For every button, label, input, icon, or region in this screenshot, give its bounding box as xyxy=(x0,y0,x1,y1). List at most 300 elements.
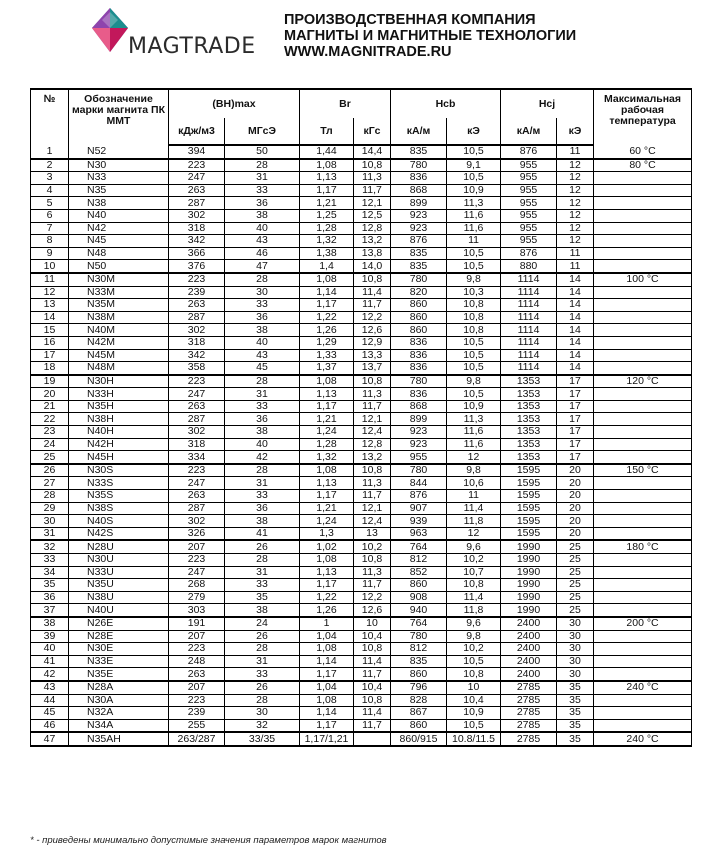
cell-hcj-ka: 1114 xyxy=(501,349,557,362)
cell-max-temp: 100 °C xyxy=(594,273,692,286)
table-row xyxy=(31,566,692,579)
cell-br-kgs: 11,3 xyxy=(354,172,391,185)
cell-max-temp xyxy=(594,694,692,707)
cell-br-kgs: 10,8 xyxy=(354,554,391,567)
table-row xyxy=(31,311,692,324)
cell-row-number: 29 xyxy=(31,502,69,515)
cell-bh-kj: 223 xyxy=(169,464,225,477)
cell-grade: N33 xyxy=(69,172,169,185)
table-row xyxy=(31,159,692,172)
cell-hcb-ka: 852 xyxy=(391,566,447,579)
cell-row-number: 24 xyxy=(31,438,69,451)
cell-br-kgs: 11,7 xyxy=(354,400,391,413)
cell-hcb-koe: 10,8 xyxy=(447,579,501,592)
table-row xyxy=(31,540,692,553)
cell-hcb-koe: 10.8/11.5 xyxy=(447,732,501,746)
table-row xyxy=(31,400,692,413)
cell-hcb-koe: 10,4 xyxy=(447,694,501,707)
cell-hcb-ka: 907 xyxy=(391,502,447,515)
cell-grade: N35U xyxy=(69,579,169,592)
cell-bh-mgoe: 30 xyxy=(225,707,300,720)
cell-hcb-ka: 780 xyxy=(391,273,447,286)
cell-br-kgs: 13,3 xyxy=(354,349,391,362)
cell-bh-kj: 318 xyxy=(169,336,225,349)
cell-bh-kj: 223 xyxy=(169,375,225,388)
cell-br-t: 1,25 xyxy=(300,209,354,222)
cell-bh-mgoe: 33 xyxy=(225,668,300,681)
cell-bh-kj: 318 xyxy=(169,438,225,451)
cell-bh-mgoe: 30 xyxy=(225,286,300,299)
cell-bh-kj: 223 xyxy=(169,694,225,707)
cell-hcj-ka: 1595 xyxy=(501,515,557,528)
cell-grade: N30U xyxy=(69,554,169,567)
cell-br-kgs: 14,4 xyxy=(354,145,391,159)
cell-bh-mgoe: 28 xyxy=(225,554,300,567)
cell-bh-mgoe: 33/35 xyxy=(225,732,300,746)
cell-hcj-ka: 1114 xyxy=(501,336,557,349)
header-hcj: Hcj xyxy=(501,89,594,118)
cell-max-temp xyxy=(594,286,692,299)
cell-row-number: 2 xyxy=(31,159,69,172)
cell-br-t: 1,02 xyxy=(300,540,354,553)
table-row xyxy=(31,286,692,299)
cell-hcj-koe: 11 xyxy=(557,260,594,273)
cell-hcj-koe: 20 xyxy=(557,477,594,490)
cell-br-t: 1,04 xyxy=(300,630,354,643)
cell-hcj-koe: 30 xyxy=(557,668,594,681)
cell-hcj-ka: 876 xyxy=(501,145,557,159)
cell-hcj-ka: 955 xyxy=(501,235,557,248)
cell-bh-mgoe: 36 xyxy=(225,311,300,324)
cell-bh-mgoe: 40 xyxy=(225,336,300,349)
cell-hcj-koe: 25 xyxy=(557,554,594,567)
cell-bh-kj: 268 xyxy=(169,579,225,592)
cell-hcj-koe: 30 xyxy=(557,630,594,643)
table-row xyxy=(31,172,692,185)
cell-row-number: 4 xyxy=(31,184,69,197)
cell-hcj-koe: 12 xyxy=(557,209,594,222)
cell-max-temp: 180 °C xyxy=(594,540,692,553)
cell-row-number: 25 xyxy=(31,451,69,464)
cell-bh-mgoe: 35 xyxy=(225,591,300,604)
cell-hcj-ka: 2400 xyxy=(501,655,557,668)
cell-row-number: 23 xyxy=(31,426,69,439)
cell-hcb-ka: 876 xyxy=(391,235,447,248)
table-row xyxy=(31,604,692,617)
unit-br-t: Тл xyxy=(300,118,354,145)
company-website[interactable]: WWW.MAGNITRADE.RU xyxy=(284,44,452,60)
cell-bh-kj: 239 xyxy=(169,286,225,299)
cell-hcb-ka: 764 xyxy=(391,617,447,630)
cell-grade: N52 xyxy=(69,145,169,159)
cell-hcb-koe: 10,7 xyxy=(447,566,501,579)
cell-row-number: 30 xyxy=(31,515,69,528)
cell-br-t: 1,21 xyxy=(300,197,354,210)
cell-hcj-koe: 14 xyxy=(557,349,594,362)
cell-max-temp xyxy=(594,209,692,222)
cell-max-temp xyxy=(594,719,692,732)
cell-bh-mgoe: 43 xyxy=(225,235,300,248)
cell-hcb-koe: 10,5 xyxy=(447,247,501,260)
cell-hcb-ka: 868 xyxy=(391,400,447,413)
cell-br-t: 1,33 xyxy=(300,349,354,362)
cell-hcb-koe: 11,8 xyxy=(447,604,501,617)
cell-grade: N30M xyxy=(69,273,169,286)
cell-row-number: 36 xyxy=(31,591,69,604)
cell-br-t: 1,37 xyxy=(300,362,354,375)
cell-hcb-koe: 11,8 xyxy=(447,515,501,528)
cell-grade: N40M xyxy=(69,324,169,337)
cell-row-number: 16 xyxy=(31,336,69,349)
cell-br-t: 1,08 xyxy=(300,273,354,286)
cell-br-t: 1,17 xyxy=(300,579,354,592)
cell-max-temp xyxy=(594,222,692,235)
magnet-grades-table xyxy=(30,88,692,747)
table-row xyxy=(31,247,692,260)
cell-max-temp xyxy=(594,566,692,579)
cell-hcb-ka: 764 xyxy=(391,540,447,553)
table-row xyxy=(31,209,692,222)
cell-hcb-koe: 11,6 xyxy=(447,222,501,235)
cell-br-t: 1,4 xyxy=(300,260,354,273)
cell-hcb-ka: 835 xyxy=(391,260,447,273)
cell-hcj-koe: 20 xyxy=(557,515,594,528)
table-row xyxy=(31,732,692,746)
cell-hcj-ka: 1353 xyxy=(501,451,557,464)
cell-max-temp xyxy=(594,197,692,210)
cell-hcb-ka: 923 xyxy=(391,426,447,439)
cell-hcj-ka: 2785 xyxy=(501,707,557,720)
cell-max-temp xyxy=(594,451,692,464)
table-row xyxy=(31,655,692,668)
cell-max-temp xyxy=(594,299,692,312)
cell-bh-mgoe: 38 xyxy=(225,209,300,222)
cell-bh-mgoe: 31 xyxy=(225,388,300,401)
cell-bh-kj: 263 xyxy=(169,668,225,681)
cell-hcj-koe: 12 xyxy=(557,172,594,185)
cell-hcb-ka: 828 xyxy=(391,694,447,707)
cell-br-t: 1,08 xyxy=(300,464,354,477)
cell-grade: N28E xyxy=(69,630,169,643)
cell-br-t: 1,21 xyxy=(300,413,354,426)
cell-hcb-koe: 10,5 xyxy=(447,349,501,362)
cell-max-temp xyxy=(594,527,692,540)
cell-br-t: 1,29 xyxy=(300,336,354,349)
cell-bh-kj: 302 xyxy=(169,515,225,528)
logo-icon xyxy=(88,6,132,54)
cell-hcj-ka: 1353 xyxy=(501,426,557,439)
table-row xyxy=(31,451,692,464)
table-row xyxy=(31,719,692,732)
table-row xyxy=(31,324,692,337)
cell-br-t: 1,32 xyxy=(300,451,354,464)
cell-hcb-ka: 835 xyxy=(391,247,447,260)
cell-hcj-ka: 1353 xyxy=(501,438,557,451)
cell-hcj-ka: 1595 xyxy=(501,464,557,477)
cell-max-temp: 80 °C xyxy=(594,159,692,172)
cell-grade: N33E xyxy=(69,655,169,668)
cell-hcj-koe: 25 xyxy=(557,579,594,592)
cell-bh-kj: 263 xyxy=(169,299,225,312)
cell-hcb-ka: 860 xyxy=(391,719,447,732)
cell-br-t: 1,22 xyxy=(300,591,354,604)
cell-row-number: 21 xyxy=(31,400,69,413)
cell-br-t: 1,13 xyxy=(300,172,354,185)
cell-hcj-ka: 1353 xyxy=(501,413,557,426)
cell-bh-kj: 248 xyxy=(169,655,225,668)
cell-br-t: 1,13 xyxy=(300,388,354,401)
cell-row-number: 40 xyxy=(31,643,69,656)
cell-bh-mgoe: 28 xyxy=(225,273,300,286)
cell-hcj-ka: 880 xyxy=(501,260,557,273)
cell-max-temp xyxy=(594,554,692,567)
table-row xyxy=(31,579,692,592)
cell-hcb-koe: 11,6 xyxy=(447,426,501,439)
table-row xyxy=(31,336,692,349)
cell-hcb-ka: 780 xyxy=(391,630,447,643)
footnote: * - приведены минимально допустимые значения параметров марок магнитов xyxy=(30,835,387,846)
cell-br-kgs: 12,8 xyxy=(354,438,391,451)
cell-max-temp xyxy=(594,490,692,503)
cell-bh-mgoe: 45 xyxy=(225,362,300,375)
cell-grade: N38 xyxy=(69,197,169,210)
cell-hcb-koe: 10,5 xyxy=(447,336,501,349)
cell-row-number: 8 xyxy=(31,235,69,248)
cell-br-kgs: 13 xyxy=(354,527,391,540)
cell-row-number: 35 xyxy=(31,579,69,592)
header-number: № xyxy=(31,89,69,145)
cell-bh-mgoe: 28 xyxy=(225,159,300,172)
cell-bh-kj: 342 xyxy=(169,349,225,362)
cell-hcb-koe: 12 xyxy=(447,451,501,464)
cell-row-number: 5 xyxy=(31,197,69,210)
table-row xyxy=(31,502,692,515)
cell-bh-kj: 223 xyxy=(169,554,225,567)
cell-grade: N35E xyxy=(69,668,169,681)
cell-hcb-koe: 12 xyxy=(447,527,501,540)
cell-hcj-ka: 2400 xyxy=(501,617,557,630)
cell-hcb-ka: 860 xyxy=(391,579,447,592)
cell-bh-mgoe: 28 xyxy=(225,643,300,656)
cell-hcb-ka: 796 xyxy=(391,681,447,694)
cell-grade: N34A xyxy=(69,719,169,732)
table-row xyxy=(31,668,692,681)
cell-hcj-ka: 2785 xyxy=(501,732,557,746)
table-row xyxy=(31,554,692,567)
cell-hcb-ka: 899 xyxy=(391,413,447,426)
cell-bh-kj: 247 xyxy=(169,566,225,579)
cell-hcj-ka: 955 xyxy=(501,159,557,172)
cell-hcb-koe: 9,8 xyxy=(447,630,501,643)
cell-bh-mgoe: 42 xyxy=(225,451,300,464)
cell-bh-kj: 263/287 xyxy=(169,732,225,746)
cell-hcj-koe: 14 xyxy=(557,273,594,286)
cell-max-temp xyxy=(594,477,692,490)
cell-hcb-ka: 780 xyxy=(391,159,447,172)
cell-hcj-koe: 17 xyxy=(557,451,594,464)
cell-hcb-koe: 10,5 xyxy=(447,388,501,401)
cell-row-number: 1 xyxy=(31,145,69,159)
cell-bh-kj: 302 xyxy=(169,324,225,337)
cell-max-temp xyxy=(594,655,692,668)
cell-hcb-koe: 10,2 xyxy=(447,554,501,567)
cell-br-kgs: 10,4 xyxy=(354,681,391,694)
cell-br-kgs: 11,7 xyxy=(354,719,391,732)
unit-br-kgs: кГс xyxy=(354,118,391,145)
cell-hcb-ka: 860 xyxy=(391,324,447,337)
cell-br-kgs: 12,6 xyxy=(354,324,391,337)
cell-br-t: 1,44 xyxy=(300,145,354,159)
cell-br-kgs: 11,7 xyxy=(354,579,391,592)
cell-br-t: 1,17 xyxy=(300,400,354,413)
cell-br-kgs: 10 xyxy=(354,617,391,630)
cell-br-kgs: 11,4 xyxy=(354,655,391,668)
cell-bh-kj: 223 xyxy=(169,273,225,286)
cell-bh-mgoe: 47 xyxy=(225,260,300,273)
cell-max-temp xyxy=(594,707,692,720)
cell-hcb-ka: 955 xyxy=(391,451,447,464)
cell-hcj-koe: 25 xyxy=(557,591,594,604)
cell-hcj-koe: 17 xyxy=(557,413,594,426)
cell-max-temp: 120 °C xyxy=(594,375,692,388)
cell-hcb-koe: 10,5 xyxy=(447,719,501,732)
cell-row-number: 37 xyxy=(31,604,69,617)
cell-bh-mgoe: 36 xyxy=(225,502,300,515)
cell-hcb-ka: 860 xyxy=(391,299,447,312)
cell-row-number: 26 xyxy=(31,464,69,477)
cell-hcj-ka: 1353 xyxy=(501,400,557,413)
cell-hcb-koe: 10,5 xyxy=(447,655,501,668)
cell-row-number: 38 xyxy=(31,617,69,630)
cell-max-temp xyxy=(594,438,692,451)
cell-row-number: 12 xyxy=(31,286,69,299)
company-logo xyxy=(88,6,268,62)
cell-grade: N28U xyxy=(69,540,169,553)
cell-max-temp xyxy=(594,184,692,197)
logo-wordmark: MAGTRADE xyxy=(128,34,256,59)
cell-hcj-ka: 2785 xyxy=(501,719,557,732)
cell-max-temp xyxy=(594,324,692,337)
cell-hcj-ka: 955 xyxy=(501,172,557,185)
cell-hcj-ka: 1595 xyxy=(501,502,557,515)
cell-hcj-ka: 1353 xyxy=(501,388,557,401)
cell-bh-mgoe: 33 xyxy=(225,184,300,197)
cell-row-number: 46 xyxy=(31,719,69,732)
cell-hcj-ka: 1114 xyxy=(501,324,557,337)
cell-br-t: 1,28 xyxy=(300,222,354,235)
cell-hcj-ka: 955 xyxy=(501,197,557,210)
cell-hcj-koe: 17 xyxy=(557,426,594,439)
cell-max-temp xyxy=(594,426,692,439)
cell-max-temp xyxy=(594,336,692,349)
table-row xyxy=(31,375,692,388)
header-hcb: Hcb xyxy=(391,89,501,118)
cell-hcb-koe: 11,4 xyxy=(447,591,501,604)
cell-br-kgs: 11,4 xyxy=(354,707,391,720)
cell-row-number: 6 xyxy=(31,209,69,222)
cell-hcb-ka: 939 xyxy=(391,515,447,528)
cell-hcj-koe: 12 xyxy=(557,235,594,248)
cell-hcj-ka: 1114 xyxy=(501,286,557,299)
table-row xyxy=(31,477,692,490)
cell-br-t: 1,24 xyxy=(300,515,354,528)
cell-hcb-koe: 10,9 xyxy=(447,184,501,197)
cell-br-kgs: 11,3 xyxy=(354,388,391,401)
cell-grade: N30S xyxy=(69,464,169,477)
cell-br-kgs: 13,8 xyxy=(354,247,391,260)
cell-hcb-ka: 908 xyxy=(391,591,447,604)
cell-br-t: 1,14 xyxy=(300,286,354,299)
cell-hcj-ka: 955 xyxy=(501,222,557,235)
table-row xyxy=(31,222,692,235)
cell-row-number: 44 xyxy=(31,694,69,707)
cell-br-kgs: 10,8 xyxy=(354,273,391,286)
cell-hcb-ka: 844 xyxy=(391,477,447,490)
table-row xyxy=(31,197,692,210)
cell-grade: N42S xyxy=(69,527,169,540)
cell-bh-mgoe: 33 xyxy=(225,490,300,503)
cell-grade: N45H xyxy=(69,451,169,464)
cell-bh-kj: 303 xyxy=(169,604,225,617)
cell-grade: N33U xyxy=(69,566,169,579)
cell-grade: N42H xyxy=(69,438,169,451)
cell-hcb-koe: 11,6 xyxy=(447,438,501,451)
cell-hcb-ka: 812 xyxy=(391,554,447,567)
cell-row-number: 34 xyxy=(31,566,69,579)
cell-bh-kj: 318 xyxy=(169,222,225,235)
cell-row-number: 11 xyxy=(31,273,69,286)
cell-hcb-ka: 923 xyxy=(391,222,447,235)
cell-br-t: 1,17 xyxy=(300,668,354,681)
cell-br-kgs: 10,8 xyxy=(354,694,391,707)
cell-row-number: 17 xyxy=(31,349,69,362)
header-bhmax: (BH)max xyxy=(169,89,300,118)
cell-bh-kj: 191 xyxy=(169,617,225,630)
cell-hcj-koe: 35 xyxy=(557,732,594,746)
cell-br-t: 1,24 xyxy=(300,426,354,439)
cell-hcj-koe: 11 xyxy=(557,247,594,260)
cell-hcb-koe: 11,3 xyxy=(447,197,501,210)
cell-br-kgs xyxy=(354,732,391,746)
cell-hcb-ka: 899 xyxy=(391,197,447,210)
cell-br-kgs: 12,9 xyxy=(354,336,391,349)
cell-bh-kj: 326 xyxy=(169,527,225,540)
cell-hcj-koe: 30 xyxy=(557,655,594,668)
cell-hcj-ka: 1990 xyxy=(501,540,557,553)
cell-hcj-ka: 1595 xyxy=(501,490,557,503)
cell-br-kgs: 10,4 xyxy=(354,630,391,643)
cell-hcb-koe: 10,8 xyxy=(447,324,501,337)
cell-max-temp xyxy=(594,591,692,604)
cell-br-t: 1,08 xyxy=(300,643,354,656)
cell-hcj-ka: 2785 xyxy=(501,681,557,694)
cell-hcj-ka: 1114 xyxy=(501,311,557,324)
cell-hcj-koe: 20 xyxy=(557,527,594,540)
cell-br-t: 1,04 xyxy=(300,681,354,694)
cell-hcj-ka: 1990 xyxy=(501,579,557,592)
cell-bh-mgoe: 31 xyxy=(225,172,300,185)
cell-row-number: 3 xyxy=(31,172,69,185)
table-row xyxy=(31,299,692,312)
cell-hcb-koe: 10,5 xyxy=(447,260,501,273)
cell-grade: N40H xyxy=(69,426,169,439)
cell-hcj-ka: 1353 xyxy=(501,375,557,388)
cell-br-t: 1,14 xyxy=(300,707,354,720)
cell-bh-kj: 263 xyxy=(169,184,225,197)
cell-bh-mgoe: 40 xyxy=(225,222,300,235)
cell-bh-mgoe: 26 xyxy=(225,630,300,643)
table-row xyxy=(31,426,692,439)
